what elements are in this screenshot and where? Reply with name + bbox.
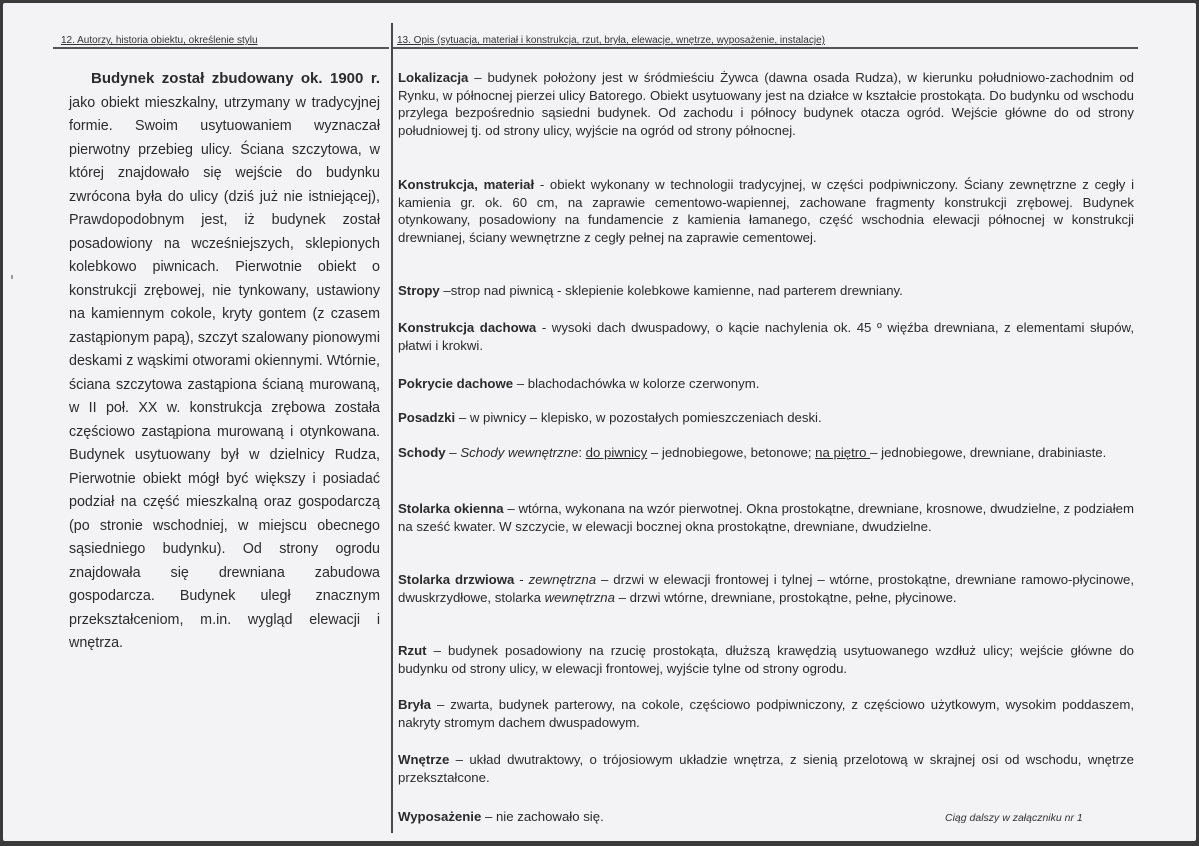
- continuation-note: Ciąg dalszy w załączniku nr 1: [945, 812, 1083, 824]
- section-title: Konstrukcja, materiał: [398, 177, 535, 192]
- section-title: Wnętrze: [398, 752, 450, 767]
- section-rzut: [398, 642, 1134, 677]
- section-bryla: [398, 696, 1134, 731]
- section-wnetrze: [398, 751, 1134, 786]
- section-stropy: [398, 282, 1134, 300]
- section-text: –: [445, 445, 461, 460]
- header-rule-left: [53, 47, 389, 49]
- section-text: – budynek położony jest w śródmieściu Żywca (dawna osada Rudza), w kierunku południowo-zachodnim od Rynku, w północnej pierzei ulicy Batorego. Obiekt usytuowany jest na działce w kształcie prostokąta. Do budynku od wschodu przylega bezpośrednio sąsiedni budynek. Od zachodu i północy budynek otacza ogród. Wejście główne do od strony południowej tj. od strony ulicy, wyjście na ogród od strony północnej.: [398, 70, 1134, 138]
- section-text-italic: zewnętrzna: [528, 572, 597, 587]
- history-body: jako obiekt mieszkalny, utrzymany w tradycyjnej formie. Swoim usytuowaniem wyznaczał pierwotny przebieg ulicy. Ściana szczytowa, w której znajdowało się wejście do budynku zwrócona była do ulicy (dziś już nie istniejącej), Prawdopodobnym jest, iż budynek został posadowiony na wcześniejszych, sklepionych kolebkowo piwnicach. Pierwotnie obiekt o konstrukcji zrębowej, nie tynkowany, ustawiony na kamiennym cokole, kryty gontem (z czasem zastąpionym papą), szczyt szalowany pionowymi deskami z wąskimi otworami okiennymi. Wtórnie, ściana szczytowa zastąpiona ścianą murowaną, w II poł. XX w. konstrukcja zrębowa została częściowo zastąpiona murowaną i otynkowana. Budynek usytuowany był w dzielnicy Rudza, Pierwotnie obiekt mógł być większy i posiadać podział na część mieszkalną oraz gospodarczą (po stronie wschodniej, w miejscu obecnego sąsiedniego budynku). Od strony ogrodu znajdowała się drewniana zabudowa gospodarcza. Budynek uległ znacznym przekształceniom, m.in. wygląd elewacji i wnętrza.: [69, 94, 380, 651]
- section-text: – zwarta, budynek parterowy, na cokole, częściowo podpiwniczony, z częściowo użytkowym, wysokim poddaszem, nakryty stromym dachem dwuspadowym.: [398, 697, 1134, 730]
- history-lead: Budynek został zbudowany ok. 1900 r.: [91, 70, 380, 87]
- section-konstrukcja-material: [398, 176, 1134, 246]
- section-text-underlined: do piwnicy: [585, 445, 648, 460]
- section-title: Stolarka okienna: [398, 501, 504, 516]
- section-title: Stolarka drzwiowa: [398, 572, 515, 587]
- section-konstrukcja-dachowa: [398, 319, 1134, 354]
- section-text: -: [514, 572, 529, 587]
- section-text: – układ dwutraktowy, o trójosiowym układzie wnętrza, z sienią przelotową w skrajnej osi od wschodu, wnętrze przekształcone.: [398, 752, 1134, 785]
- section-pokrycie-dachowe: [398, 375, 1134, 393]
- section-13-header: 13. Opis (sytuacja, materiał i konstrukcja, rzut, bryła, elewacje, wnętrze, wyposażenie, instalacje): [397, 35, 825, 46]
- section-text: – wtórna, wykonana na wzór pierwotnej. Okna prostokątne, drewniane, krosnowe, dwudzielne, z podziałem na sześć kwater. W szczycie, w elewacji bocznej okna prostokątne, drewniane, dwudzielne.: [398, 501, 1134, 534]
- section-title: Stropy: [398, 283, 440, 298]
- section-text: – jednobiegowe, drewniane, drabiniaste.: [870, 445, 1107, 460]
- section-title: Pokrycie dachowe: [398, 376, 514, 391]
- section-text: :: [578, 445, 586, 460]
- section-text: – drzwi wtórne, drewniane, prostokątne, pełne, płycinowe.: [614, 589, 957, 605]
- scanned-document-page: [3, 3, 1196, 841]
- section-title: Bryła: [398, 697, 431, 712]
- section-schody: [398, 444, 1134, 462]
- section-title: Lokalizacja: [398, 70, 469, 85]
- section-lokalizacja: [398, 69, 1134, 139]
- section-text: – nie zachowało się.: [481, 809, 604, 824]
- section-title: Wyposażenie: [398, 809, 482, 824]
- scan-speck: [11, 275, 13, 279]
- section-title: Konstrukcja dachowa: [398, 320, 537, 335]
- section-title: Posadzki: [398, 410, 456, 425]
- header-rule-right: [393, 47, 1138, 49]
- section-title: Schody: [398, 445, 446, 460]
- section-posadzki: [398, 409, 1134, 427]
- column-divider: [391, 23, 393, 833]
- section-stolarka-drzwiowa: [398, 571, 1134, 606]
- section-text: –strop nad piwnicą - sklepienie kolebkowe kamienne, nad parterem drewniany.: [439, 283, 903, 298]
- section-text: – w piwnicy – klepisko, w pozostałych pomieszczeniach deski.: [455, 410, 822, 425]
- section-text: – drzwi w elewacji frontowej i tylnej – wtórne, prostokątne, drewniane ramowo-płycinowe, dwuskrzydłowe, stolarka: [398, 572, 1134, 605]
- section-title: Rzut: [398, 643, 427, 658]
- section-text-italic: wewnętrzna: [544, 589, 615, 605]
- section-text: - wysoki dach dwuspadowy, o kącie nachylenia ok. 45 º więźba drewniana, z elementami słupów, płatwi i krokwi.: [398, 320, 1135, 353]
- section-text-italic: Schody wewnętrzne: [460, 445, 579, 460]
- section-12-header: 12. Autorzy, historia obiektu, określenie stylu: [61, 35, 258, 46]
- section-text: – blachodachówka w kolorze czerwonym.: [513, 376, 760, 391]
- section-text-underlined: na piętro: [815, 445, 871, 460]
- history-column: [69, 67, 380, 656]
- section-stolarka-okienna: [398, 500, 1134, 535]
- section-text: - obiekt wykonany w technologii tradycyjnej, w części podpiwniczony. Ściany zewnętrzne z cegły i kamienia gr. ok. 60 cm, na zaprawie cementowo-wapiennej, zachowane fragmenty konstrukcji zrębowej. Budynek otynkowany, posadowiony na fundamencie z kamienia łamanego, część wschodnia elewacji północnej w konstrukcji drewnianej, ściany wewnętrzne z cegły pełnej na zaprawie cementowej.: [398, 177, 1134, 245]
- section-text: – budynek posadowiony na rzucię prostokąta, dłuższą krawędzią usytuowanego wzdłuż ulicy; wejście główne do budynku od strony ulicy, w elewacji frontowej, wyjście tylne od strony ogrodu.: [398, 643, 1134, 676]
- section-text: – jednobiegowe, betonowe;: [647, 445, 816, 460]
